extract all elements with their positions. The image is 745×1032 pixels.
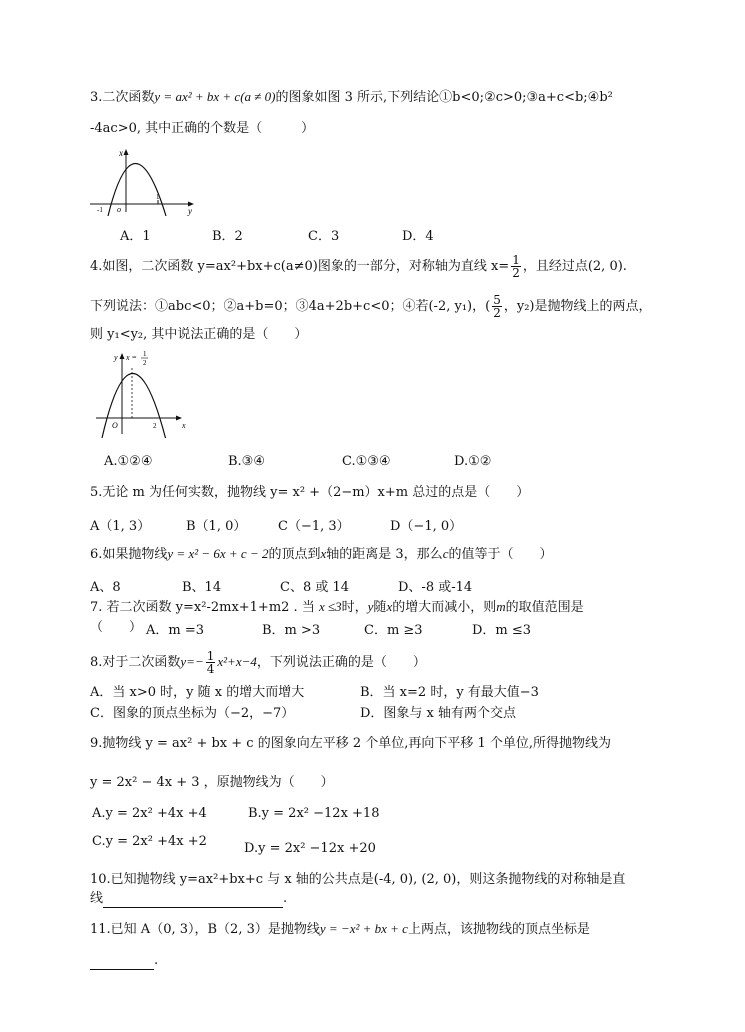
q6-text-post: 轴的距离是 3，那么 [326,547,443,562]
q9-option-a: A.y = 2x² +4x +4 [92,806,207,821]
q6-text-pre: 6.如果抛物线 [90,547,168,562]
q5-text: 5.无论 m 为任何实数，抛物线 y= x² +（2−m）x+m 总过的点是（ ） [90,485,530,500]
q10-answer-blank[interactable] [103,907,283,908]
q4-option-c: C.①③④ [342,454,391,469]
q10-line2-end: . [283,891,288,906]
q6-option-d: D、-8 或-14 [398,580,473,595]
q8-text-pre: 8.对于二次函数 [90,655,181,670]
q4-graph [96,348,196,438]
q8-frac-num: 1 [206,649,215,663]
q11-line2 [90,952,158,970]
q5-option-c: C（−1, 3） [278,519,350,534]
q11-line2-end: . [154,953,159,968]
q9-text: 9.抛物线 y = ax² + bx + c 的图象向左平移 2 个单位,再向下平移 1 个单位,所得抛物线为 [90,736,612,751]
q10-line1: 10.已知抛物线 y=ax²+bx+c 与 x 轴的公共点是(-4, 0), (2, 0)，则这条抛物线的对称轴是直 [90,872,626,887]
q8-option-a: A．当 x>0 时，y 随 x 的增大而增大 [90,685,305,700]
q3-line1 [90,88,613,107]
q3-graph [90,146,200,216]
q8-formula-post: x²+x−4 [217,654,257,669]
q11-text-post: 上两点，该抛物线的顶点坐标是 [407,922,590,937]
q5-option-b: B（1, 0） [186,519,247,534]
q4-sym-label: x = [126,353,137,362]
q4-sym-num: 1 [143,350,147,358]
q8-option-b: B．当 x=2 时，y 有最大值−3 [360,685,539,700]
q4-line2-pre: 下列说法：①abc<0；②a+b=0；③4a+2b+c<0；④若(-2, y₁)，( [90,299,491,314]
q11-answer-blank[interactable] [90,969,154,970]
q7-x-var: x [386,599,393,614]
q6-text [90,545,552,564]
q8-option-c: C．图象的顶点坐标为（−2，−7） [90,706,295,721]
q3-neg-one-label: -1 [97,206,103,214]
q4-sym-den: 2 [143,359,147,367]
q7-text-mid2: 随 [373,600,387,615]
q9-line2: y = 2x² − 4x + 3 ，原抛物线为（ ） [90,775,334,790]
q3-axis-label-horizontal: y [188,206,192,216]
q4-y-label: y [114,353,118,362]
q6-formula: y = x² − 6x + c − 2 [167,546,269,561]
q10-line2 [90,890,287,908]
q4-frac2-num: 5 [493,293,501,307]
q4-x-label: x [182,421,186,430]
q7-m-var: m [496,599,506,614]
q3-option-a: A．1 [120,229,151,244]
q7-text-pre: 7. 若二次函数 y=x²-2mx+1+m2 . 当 [90,600,315,615]
q11-text-pre: 11.已知 A（0, 3），B（2, 3）是抛物线 [90,922,320,937]
q4-frac2-den: 2 [493,306,501,320]
q3-origin-label: o [117,205,121,214]
q4-line1 [90,254,627,279]
q6-text-end: 的值等于（ ） [448,547,553,562]
q4-frac-den: 2 [512,266,520,280]
q3-line2: -4ac>0, 其中正确的个数是（ ） [90,121,315,136]
q11-text [90,920,590,939]
q3-text-pre: 3.二次函数 [90,90,155,105]
q3-y-arrow-icon [124,149,129,155]
q7-text-post: 的增大而减小，则 [392,600,497,615]
q4-origin-label: O [112,421,118,430]
q7-y-var: y [367,599,374,614]
q4-fraction [511,254,521,279]
q7-option-c: C．m ≥3 [364,623,423,638]
q3-option-d: D．4 [402,229,434,244]
q5-option-a: A（1, 3） [90,519,151,534]
q4-line2-post: ，y₂)是抛物线上的两点， [503,299,652,314]
q5-option-d: D（−1, 0） [390,519,463,534]
q6-text-mid: 的顶点到 [268,547,321,562]
q3-option-b: B．2 [212,229,243,244]
q4-two-label: 2 [153,422,157,430]
q8-text [90,650,426,675]
q4-text-pre: 4.如图，二次函数 y=ax²+bx+c(a≠0)图象的一部分，对称轴为直线 x= [90,259,510,274]
q9-option-b: B.y = 2x² −12x +18 [248,806,380,821]
q7-option-d: D．m ≤3 [472,623,532,638]
q7-text-mid: 时， [341,600,368,615]
q6-x-var: x [320,546,327,561]
q8-option-d: D．图象与 x 轴有两个交点 [360,706,517,721]
q3-text-post: 的图象如图 3 所示,下列结论①b<0;②c>0;③a+c<b;④b² [275,90,613,105]
q6-c-var: c [442,546,449,561]
q8-formula-pre: y=− [180,654,204,669]
q9-option-d: D.y = 2x² −12x +20 [244,841,376,856]
q4-x-arrow-icon [176,416,182,421]
q8-text-post: ，下列说法正确的是（ ） [256,655,426,670]
q7-option-a: A．m =3 [146,623,205,638]
q4-line2 [90,294,651,319]
q6-option-b: B、14 [182,580,222,595]
q6-option-a: A、8 [90,580,121,595]
q4-frac-num: 1 [512,253,520,267]
q4-fraction-2 [492,294,502,319]
q4-option-d: D.①② [454,454,492,469]
q4-y-arrow-icon [120,353,125,359]
q3-axis-label-vertical: x [119,148,123,158]
q7-line1 [90,598,584,617]
q3-formula: y = ax² + bx + c(a ≠ 0) [154,89,276,104]
q7-line2-pre: （ ） [90,620,143,635]
q10-line2-text: 线 [90,891,104,906]
q8-frac-den: 4 [206,662,215,676]
q7-condition: x ≤3 [318,599,342,614]
q6-option-c: C、8 或 14 [280,580,350,595]
q8-fraction [206,650,216,675]
q9-option-c: C.y = 2x² +4x +2 [92,834,207,849]
q4-option-b: B.③④ [228,454,265,469]
q3-option-c: C．3 [308,229,340,244]
q7-text-end: 的取值范围是 [505,600,584,615]
q4-line3: 则 y₁<y₂, 其中说法正确的是（ ） [90,327,308,342]
q4-option-a: A.①②④ [104,454,153,469]
q7-option-b: B．m >3 [262,623,321,638]
q11-formula: y = −x² + bx + c [319,921,408,936]
q7-line2 [90,619,142,637]
q4-text-post: ，且经过点(2, 0). [522,259,627,274]
q3-one-label: 1 [156,193,160,201]
